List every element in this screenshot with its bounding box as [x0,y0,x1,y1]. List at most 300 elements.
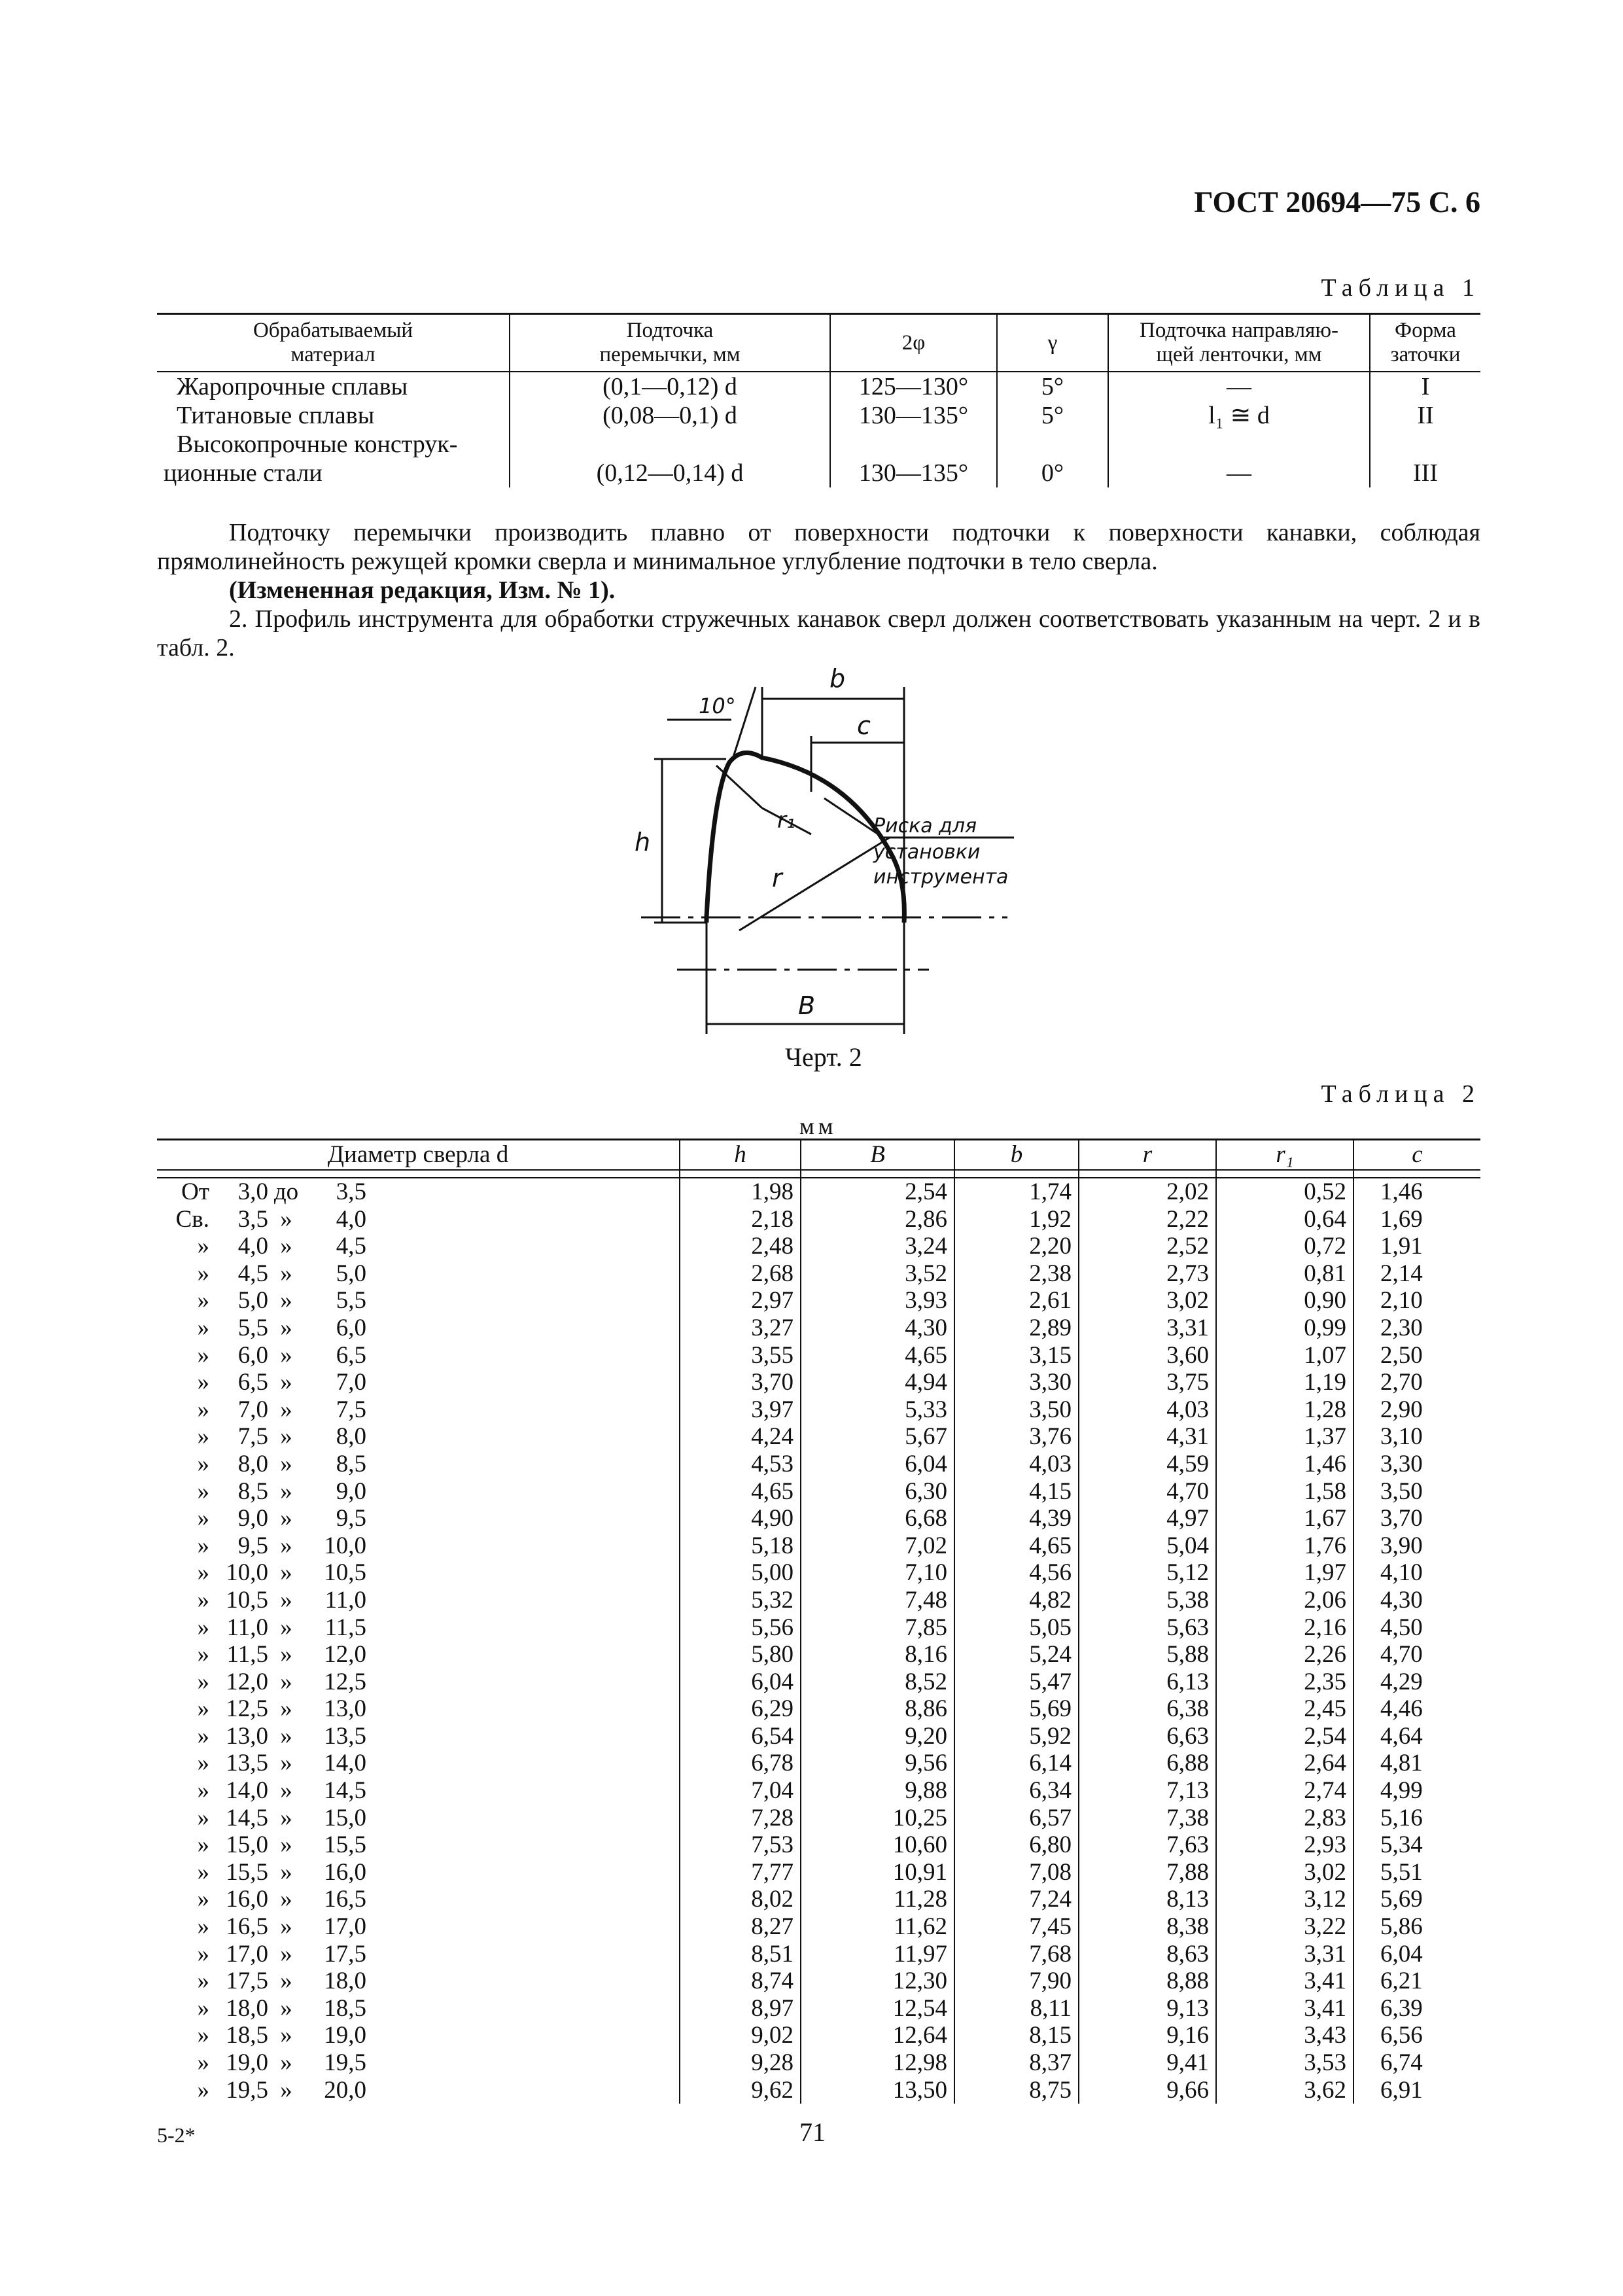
table-row [157,1233,1480,1260]
t2-cell-b: 1,74 [954,1178,1079,1206]
table-row [157,372,1480,401]
range-to-word: » [280,2049,292,2076]
diameter-range [157,1859,366,1886]
range-to-word: » [280,1369,292,1396]
t2-cell-diameter [157,1831,680,1859]
table-row [157,2049,1480,2077]
range-to-word: » [280,1831,292,1859]
table-row [157,2022,1480,2049]
table-row [157,1723,1480,1750]
t2-cell-r: 8,13 [1079,1886,1216,1913]
t2-cell-b: 6,80 [954,1831,1079,1859]
profile-outline [707,752,904,923]
t2-cell-r1: 3,53 [1216,2049,1353,2077]
t2-cell-r: 8,38 [1079,1913,1216,1941]
table-row [157,1559,1480,1587]
range-prefix: » [197,1668,209,1695]
range-prefix: » [197,1477,209,1505]
table-2 [157,1139,1480,2104]
range-prefix: » [197,1341,209,1369]
range-to: 12,0 [324,1641,366,1669]
footer-mark: 5-2* [157,2123,196,2147]
range-from: 16,5 [226,1913,268,1941]
t2-cell-B: 6,68 [801,1505,954,1532]
t2-cell-r: 8,63 [1079,1941,1216,1968]
t2-cell-h: 3,70 [680,1369,801,1396]
range-prefix: » [197,1233,209,1260]
table-row [157,1968,1480,1995]
range-to: 9,0 [336,1477,366,1505]
table-row [157,401,1480,430]
t2-cell-h: 8,02 [680,1886,801,1913]
t2-cell-r: 6,13 [1079,1669,1216,1696]
t2-cell-diameter [157,1886,680,1913]
diameter-range [157,1423,366,1451]
table-row [157,1369,1480,1396]
t2-cell-r1: 1,46 [1216,1451,1353,1478]
t2-cell-b: 8,37 [954,2049,1079,2077]
t2-cell-c: 1,69 [1353,1206,1480,1233]
range-prefix: » [197,1804,209,1831]
range-from: 9,5 [237,1532,268,1559]
t2-cell-b: 4,39 [954,1505,1079,1532]
range-to: 15,5 [324,1831,366,1859]
B-label: B [798,991,816,1020]
t2-cell-c: 2,50 [1353,1342,1480,1369]
diameter-range [157,1287,366,1315]
table-row [157,1695,1480,1723]
range-to-word: » [280,1559,292,1587]
t2-cell-diameter [157,1669,680,1696]
diameter-range [157,1260,366,1288]
range-to-word: » [280,1777,292,1805]
range-to-word: » [280,1668,292,1695]
range-prefix: » [197,2076,209,2104]
t2-cell-c: 6,91 [1353,2077,1480,2104]
diameter-range [157,1532,366,1560]
diameter-range [157,1831,366,1859]
t2-cell-r1: 1,58 [1216,1478,1353,1506]
paragraph-profile: 2. Профиль инструмента для обработки стружечных канавок сверл должен соответствовать указанным на черт. 2 и в табл. 2. [157,605,1480,662]
t2-header-r1: r₁ [1216,1140,1353,1171]
t2-cell-B: 8,86 [801,1695,954,1723]
table-row [157,1287,1480,1315]
range-to: 7,0 [336,1369,366,1396]
table-row [157,1669,1480,1696]
t2-cell-b: 7,45 [954,1913,1079,1941]
range-to: 4,5 [336,1233,366,1260]
t2-cell-h: 3,97 [680,1396,801,1424]
t1-cell [510,430,830,459]
t2-cell-B: 12,30 [801,1968,954,1995]
table-row [157,1886,1480,1913]
drill-profile-drawing [615,661,1073,1034]
t2-cell-diameter [157,1750,680,1777]
t2-cell-b: 5,24 [954,1641,1079,1669]
t2-cell-b: 5,92 [954,1723,1079,1750]
t2-cell-diameter [157,1777,680,1805]
diameter-range [157,1587,366,1614]
t2-cell-r1: 2,83 [1216,1805,1353,1832]
t2-cell-h: 8,27 [680,1913,801,1941]
t2-cell-r: 3,75 [1079,1369,1216,1396]
t2-cell-c: 1,91 [1353,1233,1480,1260]
range-from: 14,0 [226,1777,268,1805]
range-from: 15,0 [226,1831,268,1859]
range-to-word: » [280,1722,292,1750]
diameter-range [157,1886,366,1913]
range-to-word: до [273,1178,299,1205]
range-from: 13,5 [226,1750,268,1777]
paragraph-amendment: (Измененная редакция, Изм. № 1). [229,576,616,604]
t2-cell-diameter [157,1260,680,1288]
t2-cell-c: 3,70 [1353,1505,1480,1532]
t1-cell: 130—135° [830,459,997,487]
t2-cell-r1: 0,52 [1216,1178,1353,1206]
angle-label: 10° [699,694,736,718]
t2-cell-diameter [157,1641,680,1669]
range-from: 19,0 [226,2049,268,2076]
range-to: 4,0 [336,1205,366,1233]
t1-cell: 5° [997,401,1108,430]
t2-cell-h: 5,00 [680,1559,801,1587]
t2-header-b: b [954,1140,1079,1171]
page-number: 71 [799,2117,826,2147]
t2-cell-r1: 3,43 [1216,2022,1353,2049]
diameter-range [157,1315,366,1342]
t2-cell-h: 3,27 [680,1315,801,1342]
range-prefix: » [197,1940,209,1968]
t2-cell-r1: 3,22 [1216,1913,1353,1941]
diameter-range [157,2077,366,2104]
t2-cell-h: 9,28 [680,2049,801,2077]
t2-cell-b: 2,38 [954,1260,1079,1288]
t2-cell-r: 3,02 [1079,1287,1216,1315]
t2-cell-r1: 0,72 [1216,1233,1353,1260]
t1-cell: ционные стали [164,459,323,487]
range-to-word: » [280,1287,292,1315]
range-from: 6,0 [237,1341,268,1369]
range-from: 8,0 [237,1450,268,1477]
range-to-word: » [280,2022,292,2049]
t2-cell-h: 4,24 [680,1423,801,1451]
t2-cell-b: 2,20 [954,1233,1079,1260]
t2-cell-B: 6,30 [801,1478,954,1506]
t2-cell-B: 3,52 [801,1260,954,1288]
t2-cell-b: 7,08 [954,1859,1079,1886]
range-from: 6,5 [237,1369,268,1396]
t2-cell-b: 3,30 [954,1369,1079,1396]
range-from: 17,0 [226,1940,268,1968]
t2-cell-c: 4,30 [1353,1587,1480,1614]
t2-cell-B: 4,30 [801,1315,954,1342]
t2-cell-r1: 1,28 [1216,1396,1353,1424]
t2-cell-r1: 2,35 [1216,1669,1353,1696]
t1-cell: Высокопрочные конструк- [177,431,458,458]
t2-cell-diameter [157,1478,680,1506]
t2-cell-B: 11,62 [801,1913,954,1941]
t2-cell-r: 6,88 [1079,1750,1216,1777]
t2-cell-h: 8,97 [680,1995,801,2022]
t1-cell [1370,430,1480,459]
table-row [157,1342,1480,1369]
table-row [157,1641,1480,1669]
t2-cell-r: 7,13 [1079,1777,1216,1805]
t2-cell-B: 3,24 [801,1233,954,1260]
t2-header-B: B [801,1140,954,1171]
table-row [157,1423,1480,1451]
range-to: 7,5 [336,1396,366,1423]
range-to: 13,0 [324,1695,366,1723]
t1-header-text: Подточка направляю- щей ленточки, мм [1140,319,1338,366]
t2-cell-r: 2,73 [1079,1260,1216,1288]
t2-cell-r: 3,60 [1079,1342,1216,1369]
t2-cell-b: 5,69 [954,1695,1079,1723]
t2-cell-r1: 2,54 [1216,1723,1353,1750]
t1-cell: 125—130° [830,372,997,401]
t2-cell-h: 3,55 [680,1342,801,1369]
range-to-word: » [280,1233,292,1260]
t1-header-form [1370,314,1480,372]
diameter-range [157,1695,366,1723]
note-line: инструмента [873,866,1009,889]
table-row [157,1995,1480,2022]
t2-cell-B: 2,86 [801,1206,954,1233]
t2-cell-diameter [157,2022,680,2049]
t2-cell-B: 5,33 [801,1396,954,1424]
t2-cell-c: 6,74 [1353,2049,1480,2077]
range-prefix: » [197,1968,209,1995]
t2-cell-r: 5,88 [1079,1641,1216,1669]
t2-cell-c: 4,64 [1353,1723,1480,1750]
range-from: 11,5 [226,1641,268,1669]
table-row [157,1913,1480,1941]
t1-header-2phi [830,314,997,372]
range-to: 15,0 [324,1804,366,1831]
t2-cell-B: 6,04 [801,1451,954,1478]
t2-cell-B: 7,85 [801,1614,954,1642]
diameter-range [157,1342,366,1369]
range-to: 19,0 [324,2022,366,2049]
document-header: ГОСТ 20694—75 С. 6 [1194,185,1480,219]
t1-cell [830,430,997,459]
t2-cell-diameter [157,1941,680,1968]
range-to: 5,0 [336,1260,366,1287]
range-to-word: » [280,1614,292,1641]
t2-cell-B: 2,54 [801,1178,954,1206]
t2-cell-b: 8,75 [954,2077,1079,2104]
range-prefix: Св. [175,1205,209,1233]
t2-cell-r1: 3,41 [1216,1968,1353,1995]
range-to: 14,5 [324,1777,366,1805]
t2-cell-b: 2,61 [954,1287,1079,1315]
range-to: 6,0 [336,1314,366,1341]
range-from: 15,5 [226,1858,268,1886]
t2-cell-r1: 2,16 [1216,1614,1353,1642]
t2-cell-B: 8,52 [801,1669,954,1696]
range-to-word: » [280,1260,292,1287]
range-to: 3,5 [336,1178,366,1205]
note-line: Риска для [873,815,977,838]
t2-cell-r: 5,12 [1079,1559,1216,1587]
t2-cell-B: 13,50 [801,2077,954,2104]
t1-cell: II [1370,401,1480,430]
range-prefix: » [197,1450,209,1477]
t2-cell-diameter [157,1805,680,1832]
t2-cell-r: 9,16 [1079,2022,1216,2049]
t2-cell-c: 4,10 [1353,1559,1480,1587]
t2-cell-diameter [157,1695,680,1723]
t2-cell-r: 4,59 [1079,1451,1216,1478]
t2-cell-h: 5,32 [680,1587,801,1614]
t2-cell-r: 5,38 [1079,1587,1216,1614]
t2-cell-c: 4,99 [1353,1777,1480,1805]
t2-cell-h: 4,90 [680,1505,801,1532]
t2-cell-diameter [157,1913,680,1941]
t1-header-gamma [997,314,1108,372]
range-to: 16,0 [324,1858,366,1886]
diameter-range [157,1614,366,1642]
range-prefix: От [181,1178,209,1205]
table-1 [157,313,1480,487]
t2-cell-h: 8,51 [680,1941,801,1968]
range-to-word: » [280,1205,292,1233]
table2-unit: мм [799,1113,837,1139]
table-row [157,459,1480,487]
t1-cell: Жаропрочные сплавы [177,373,408,400]
range-prefix: » [197,1586,209,1614]
t2-cell-c: 3,90 [1353,1532,1480,1560]
diameter-range [157,1505,366,1532]
t2-cell-diameter [157,1206,680,1233]
range-to: 8,0 [336,1423,366,1451]
range-to: 10,0 [324,1532,366,1559]
t2-cell-b: 6,34 [954,1777,1079,1805]
t2-cell-r: 5,63 [1079,1614,1216,1642]
t2-cell-B: 12,98 [801,2049,954,2077]
t2-cell-r: 6,38 [1079,1695,1216,1723]
t2-cell-B: 5,67 [801,1423,954,1451]
t2-cell-b: 5,05 [954,1614,1079,1642]
t2-cell-c: 5,86 [1353,1913,1480,1941]
range-to-word: » [280,1804,292,1831]
t2-cell-r1: 1,67 [1216,1505,1353,1532]
range-to-word: » [280,1450,292,1477]
t2-cell-b: 8,15 [954,2022,1079,2049]
t2-cell-c: 3,30 [1353,1451,1480,1478]
range-prefix: » [197,1559,209,1587]
t2-cell-B: 3,93 [801,1287,954,1315]
table-row [157,1260,1480,1288]
t2-cell-c: 5,51 [1353,1859,1480,1886]
t2-cell-b: 3,76 [954,1423,1079,1451]
table-row [157,1505,1480,1532]
t2-cell-b: 4,82 [954,1587,1079,1614]
t2-cell-h: 7,28 [680,1805,801,1832]
t2-cell-c: 2,70 [1353,1369,1480,1396]
range-to-word: » [280,2076,292,2104]
range-to: 6,5 [336,1341,366,1369]
t2-cell-c: 5,16 [1353,1805,1480,1832]
range-from: 12,0 [226,1668,268,1695]
t2-cell-r: 6,63 [1079,1723,1216,1750]
t2-header-c: c [1353,1140,1480,1171]
range-from: 10,0 [226,1559,268,1587]
t2-cell-diameter [157,1315,680,1342]
t2-cell-B: 9,20 [801,1723,954,1750]
t1-cell: 5° [997,372,1108,401]
table-row [157,1614,1480,1642]
t2-cell-c: 2,10 [1353,1287,1480,1315]
range-to-word: » [280,1913,292,1941]
table-row [157,1315,1480,1342]
t2-cell-B: 11,97 [801,1941,954,1968]
t2-cell-r: 4,97 [1079,1505,1216,1532]
diameter-range [157,1750,366,1777]
t2-cell-r: 7,63 [1079,1831,1216,1859]
t2-cell-diameter [157,1369,680,1396]
note-line: установки [873,841,981,864]
t2-cell-b: 4,56 [954,1559,1079,1587]
range-to: 19,5 [324,2049,366,2076]
range-to-word: » [280,1477,292,1505]
t2-cell-r: 2,22 [1079,1206,1216,1233]
range-prefix: » [197,1750,209,1777]
t2-cell-h: 2,48 [680,1233,801,1260]
range-prefix: » [197,1423,209,1451]
diameter-range [157,1941,366,1968]
range-to-word: » [280,1423,292,1451]
t2-cell-r1: 3,62 [1216,2077,1353,2104]
t2-cell-r: 9,66 [1079,2077,1216,2104]
range-to: 5,5 [336,1287,366,1315]
t2-cell-c: 3,50 [1353,1478,1480,1506]
t2-cell-r1: 3,41 [1216,1995,1353,2022]
t2-cell-r1: 2,93 [1216,1831,1353,1859]
range-prefix: » [197,1314,209,1341]
t2-cell-diameter [157,1451,680,1478]
range-prefix: » [197,1505,209,1532]
range-to: 13,5 [324,1722,366,1750]
range-prefix: » [197,1641,209,1669]
t2-cell-h: 6,29 [680,1695,801,1723]
c-label: c [857,711,871,740]
t2-cell-c: 5,34 [1353,1831,1480,1859]
t2-cell-h: 6,78 [680,1750,801,1777]
t2-cell-diameter [157,1342,680,1369]
t2-cell-b: 8,11 [954,1995,1079,2022]
range-to-word: » [280,1695,292,1723]
diameter-range [157,1451,366,1478]
t2-cell-diameter [157,1396,680,1424]
t2-header-r: r [1079,1140,1216,1171]
range-prefix: » [197,1994,209,2022]
range-from: 13,0 [226,1722,268,1750]
t1-header-text: 2φ [901,330,926,355]
range-to: 18,5 [324,1994,366,2022]
t2-cell-b: 5,47 [954,1669,1079,1696]
range-prefix: » [197,1287,209,1315]
t2-cell-diameter [157,1995,680,2022]
range-from: 3,0 [237,1178,268,1205]
t2-cell-diameter [157,1587,680,1614]
diameter-range [157,1641,366,1669]
t2-cell-diameter [157,2077,680,2104]
t1-header-material [157,314,510,372]
range-prefix: » [197,1722,209,1750]
t2-cell-c: 6,04 [1353,1941,1480,1968]
t2-cell-diameter [157,1423,680,1451]
